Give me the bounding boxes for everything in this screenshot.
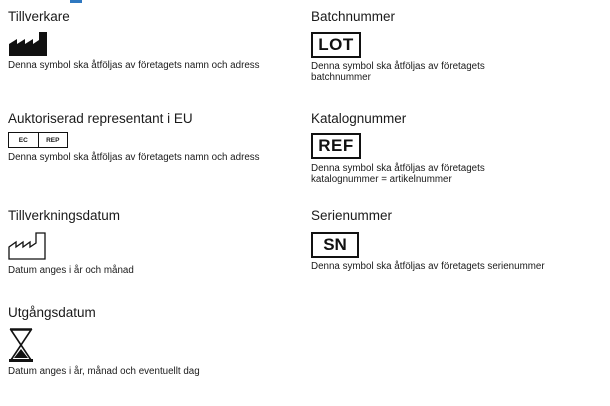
serial-section <box>311 208 606 272</box>
manufacturer-factory-icon <box>8 31 48 57</box>
ec-rep-icon <box>8 132 68 148</box>
expiry-date-section <box>8 305 293 377</box>
ref-icon: REF <box>311 133 361 159</box>
serial-description: Denna symbol ska åtföljas av företagets serienummer <box>311 261 545 272</box>
batch-description: Denna symbol ska åtföljas av företagets batchnummer <box>311 61 485 83</box>
date-of-manufacture-icon <box>8 232 46 260</box>
manufacture-date-section <box>8 208 293 276</box>
manufacturer-section <box>8 9 293 71</box>
authorized-rep-description: Denna symbol ska åtföljas av företagets namn och adress <box>8 152 260 163</box>
manufacture-date-description: Datum anges i år och månad <box>8 265 134 276</box>
hourglass-icon <box>8 327 34 363</box>
serial-heading: Serienummer <box>311 208 393 223</box>
batch-heading: Batchnummer <box>311 9 396 24</box>
sn-icon: SN <box>311 232 359 258</box>
expiry-date-description: Datum anges i år, månad och eventuellt dag <box>8 366 200 377</box>
catalogue-section <box>311 111 606 185</box>
authorized-rep-heading: Auktoriserad representant i EU <box>8 111 193 126</box>
manufacture-date-heading: Tillverkningsdatum <box>8 208 121 223</box>
manufacturer-description: Denna symbol ska åtföljas av företagets namn och adress <box>8 60 260 71</box>
expiry-date-heading: Utgångsdatum <box>8 305 96 320</box>
top-accent-bar <box>70 0 82 3</box>
ec-rep-right-label: REP <box>38 133 68 147</box>
authorized-rep-section <box>8 111 293 163</box>
manufacturer-heading: Tillverkare <box>8 9 70 24</box>
batch-section <box>311 9 606 83</box>
catalogue-description: Denna symbol ska åtföljas av företagets katalognummer = artikelnummer <box>311 163 485 185</box>
catalogue-heading: Katalognummer <box>311 111 407 126</box>
lot-icon: LOT <box>311 32 361 58</box>
ec-rep-left-label: EC <box>18 136 28 144</box>
